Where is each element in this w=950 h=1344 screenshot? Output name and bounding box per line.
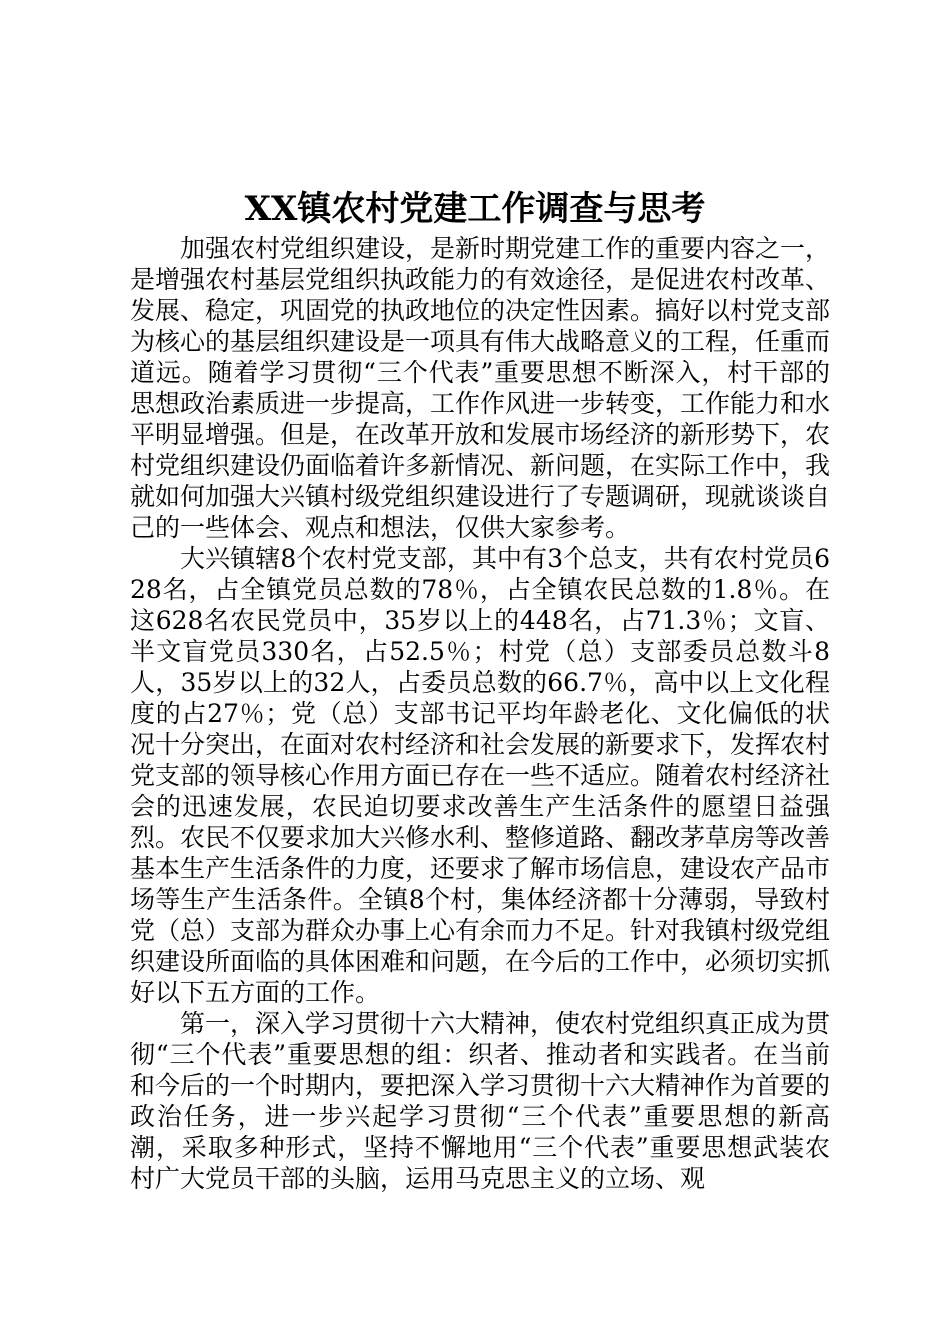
- document-body: [130, 233, 830, 1194]
- paragraph-first-point: 第一，深入学习贯彻十六大精神，使农村党组织真正成为贯彻“三个代表”重要思想的组：织者、推动者和实践者。在当前和今后的一个时期内，要把深入学习贯彻十六大精神作为首要的政治任务，进一步兴起学习贯彻“三个代表”重要思想的新高潮，采取多种形式，坚持不懈地用“三个代表”重要思想武装农村广大党员干部的头脑，运用马克思主义的立场、观: [130, 1009, 831, 1193]
- document-title: XX镇农村党建工作调查与思考: [244, 189, 706, 229]
- paragraph-statistics: 大兴镇辖8个农村党支部，其中有3个总支，共有农村党员628名，占全镇党员总数的78％，占全镇农民总数的1.8％。在这628名农民党员中，35岁以上的448名，占71.3％；文盲、半文盲党员330名，占52.5％；村党（总）支部委员总数斗8人，35岁以上的32人，占委员总数的66.7％，高中以上文化程度的占27％；党（总）支部书记平均年龄老化、文化偏低的状况十分突出，在面对农村经济和社会发展的新要求下，发挥农村党支部的领导核心作用方面已存在一些不适应。随着农村经济社会的迅速发展，农民迫切要求改善生产生活条件的愿望日益强烈。农民不仅要求加大兴修水利、整修道路、翻改茅草房等改善基本生产生活条件的力度，还要求了解市场信息，建设农产品市场等生产生活条件。全镇8个村，集体经济都十分薄弱，导致村党（总）支部为群众办事上心有余而力不足。针对我镇村级党组织建设所面临的具体困难和问题，在今后的工作中，必须切实抓好以下五方面的工作。: [130, 544, 831, 1007]
- paragraph-intro: 加强农村党组织建设，是新时期党建工作的重要内容之一，是增强农村基层党组织执政能力的有效途径，是促进农村改革、发展、稳定，巩固党的执政地位的决定性因素。搞好以村党支部为核心的基层组织建设是一项具有伟大战略意义的工程，任重而道远。随着学习贯彻“三个代表”重要思想不断深入，村干部的思想政治素质进一步提高，工作作风进一步转变，工作能力和水平明显增强。但是，在改革开放和发展市场经济的新形势下，农村党组织建设仍面临着许多新情况、新问题，在实际工作中，我就如何加强大兴镇村级党组织建设进行了专题调研，现就谈谈自己的一些体会、观点和想法，仅供大家参考。: [130, 234, 831, 542]
